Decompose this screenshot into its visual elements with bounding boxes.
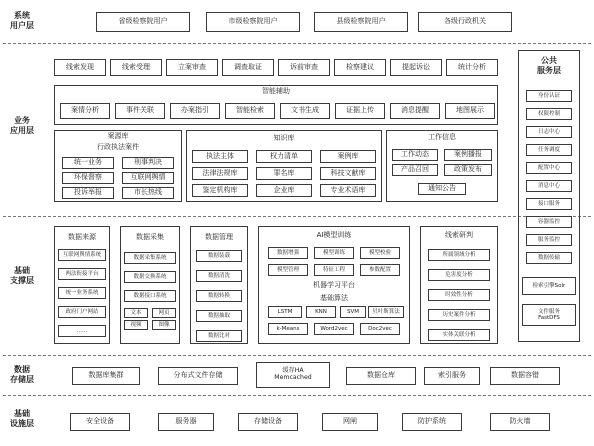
ps-data-transfer: 数据传输 [526,252,572,264]
layer-label-storage: 数据 存储层 [10,365,34,384]
flow-litigation: 提起诉讼 [390,59,442,76]
knowledge-library-title: 知识库 [273,134,295,142]
work-info-title: 工作信息 [428,133,456,141]
case-unified-business: 统一业务 [62,157,114,169]
clue-research-title: 线索研判 [445,231,473,239]
ps-file-service: 文件服务 FastDFS [522,304,576,326]
smart-case-analysis: 案情分析 [60,103,110,119]
ai-algo-label: 基础算法 [320,294,348,302]
work-notices: 通知公告 [418,183,466,195]
user-admin-organs: 各级行政机关 [418,12,512,32]
smart-map-display: 地图展示 [445,103,495,119]
user-city: 市级检察院用户 [206,12,300,32]
ai-platform-label: 机器学习平台 [313,281,355,289]
layer-label-app: 业务 应用层 [10,116,34,135]
manage-compare: 数据比对 [196,330,242,342]
layer-label-user: 系统 用户层 [10,11,34,30]
data-manage-title: 数据管理 [205,233,233,241]
storage-cache: 缓存HA Memcached [256,362,330,388]
ai-model-train: 模型训练 [314,247,354,259]
src-more: …… [58,325,106,337]
infra-protection: 防护系统 [402,413,462,431]
case-library-subtitle: 行政执法案件 [97,143,139,151]
manage-cleaning: 数据清洗 [196,270,242,282]
research-domain: 所属领域分析 [428,249,490,261]
case-complaints: 投诉举报 [62,187,114,199]
smart-message-remind: 消息提醒 [390,103,440,119]
flow-clue-discovery: 线索发现 [54,59,106,76]
algo-kmeans: k-Means [268,323,308,335]
flow-case-review: 立案审查 [166,59,218,76]
public-service-title: 公共 服务层 [537,56,561,76]
research-entity: 实体关联分析 [428,329,490,341]
collect-webpage: 网页 [152,308,176,318]
storage-db-cluster: 数据库集群 [72,367,140,385]
collect-exchange: 数据交换系统 [124,271,176,283]
manage-loading: 数据装载 [196,250,242,262]
src-internet-opinion: 互联网舆情系统 [58,249,106,261]
smart-event-relation: 事件关联 [115,103,165,119]
algo-knn: KNN [306,306,336,318]
ai-model-verify: 模型校验 [360,247,400,259]
flow-pre-litigation: 诉前审查 [278,59,330,76]
clue-research-frame [420,226,498,344]
infra-security-device: 安全设备 [70,413,130,431]
manage-transform: 数据转换 [196,290,242,302]
src-gov-portal: 政府门户网站 [58,306,106,318]
data-source-title: 数据来源 [68,233,96,241]
ai-model-manage: 模型管理 [268,264,308,276]
research-history: 历史案件分析 [428,309,490,321]
smart-search: 智能检索 [225,103,275,119]
kb-enterprises: 企业库 [256,184,312,197]
collect-image: 图像 [152,320,176,330]
ps-log-center: 日志中心 [526,126,572,138]
user-county: 县级检察院用户 [314,12,408,32]
kb-appraisal-agencies: 鉴定机构库 [192,184,248,197]
storage-index: 索引服务 [424,367,480,385]
separator-support-storage [3,355,591,356]
infra-server: 服务器 [158,413,214,431]
separator-storage-infra [3,395,591,396]
manage-extract: 数据抽取 [196,310,242,322]
data-manage-frame [190,226,248,344]
storage-fault-tolerance: 数据容错 [490,367,560,385]
ps-config-center: 配置中心 [526,162,572,174]
separator-app-support [3,216,591,217]
data-collect-title: 数据采集 [136,233,164,241]
collect-video: 视频 [124,320,148,330]
ps-container-monitor: 容器监控 [526,216,572,228]
ai-data-augment: 数据增强 [268,247,308,259]
smart-assist-title: 智能辅助 [262,87,290,95]
kb-law-subject: 执法主体 [192,150,248,163]
ps-message-center: 消息中心 [526,180,572,192]
flow-procuratorial-advice: 检察建议 [334,59,386,76]
kb-charges: 罪名库 [256,167,312,180]
collect-text: 文本 [124,308,148,318]
collect-system: 数据采集系统 [124,252,176,264]
storage-warehouse: 数据仓库 [346,367,416,385]
work-dynamics: 工作动态 [392,149,438,161]
ai-training-title: AI模型训练 [316,231,352,239]
kb-terminology: 专业术语库 [320,184,376,197]
case-mayor-hotline: 市长热线 [122,187,174,199]
work-case-broadcast: 案例播报 [444,149,492,161]
case-criminal-judgment: 刑事判决 [122,157,174,169]
work-policy-release: 政策发布 [444,164,492,176]
ai-feature-eng: 特征工程 [314,264,354,276]
src-two-law-platform: 两法衔接平台 [58,268,106,280]
user-provincial: 省级检察院用户 [96,12,190,32]
infra-firewall: 防火墙 [490,413,550,431]
ai-param-config: 参数配置 [360,264,400,276]
algo-lstm: LSTM [268,306,302,318]
algo-word2vec: Word2vec [314,323,354,335]
flow-clue-acceptance: 线索受理 [110,59,162,76]
layer-label-support: 基础 支撑层 [10,266,34,285]
infra-gatekeeper: 网闸 [322,413,378,431]
ps-interface-service: 接口服务 [526,198,572,210]
kb-laws-regulations: 法律法规库 [192,167,248,180]
case-internet-opinion: 互联网舆情 [122,172,174,184]
ps-identity-auth: 身份认证 [526,90,572,102]
ps-service-monitor: 服务监控 [526,234,572,246]
research-harm: 危害度分析 [428,269,490,281]
algo-doc2vec: Doc2vec [360,323,400,335]
flow-evidence: 调查取证 [222,59,274,76]
ps-task-scheduling: 任务调度 [526,144,572,156]
src-unified-business: 统一业务系统 [58,287,106,299]
algo-svm: SVM [340,306,366,318]
infra-storage-device: 存储设备 [238,413,298,431]
kb-case-library: 案例库 [320,150,376,163]
layer-label-infra: 基础 设施层 [10,409,34,428]
work-product-recall: 产品召回 [392,164,438,176]
smart-evidence-upload: 证据上传 [335,103,385,119]
research-timeliness: 时效性分析 [428,289,490,301]
case-library-title: 案源库 [107,132,129,140]
kb-sci-literature: 科技文献库 [320,167,376,180]
storage-dfs: 分布式文件存储 [158,367,238,385]
smart-doc-gen: 文书生成 [280,103,330,119]
separator-user-app [3,43,591,44]
collect-interface: 数据接口系统 [124,290,176,302]
case-environmental: 环保督察 [62,172,114,184]
smart-case-guide: 办案指引 [170,103,220,119]
ps-permission: 权限控制 [526,108,572,120]
flow-statistics: 统计分析 [446,59,498,76]
algo-bayes: 贝叶斯算法 [368,306,404,318]
kb-power-list: 权力清单 [256,150,312,163]
ps-search-engine: 检索引擎Solr [522,277,576,295]
